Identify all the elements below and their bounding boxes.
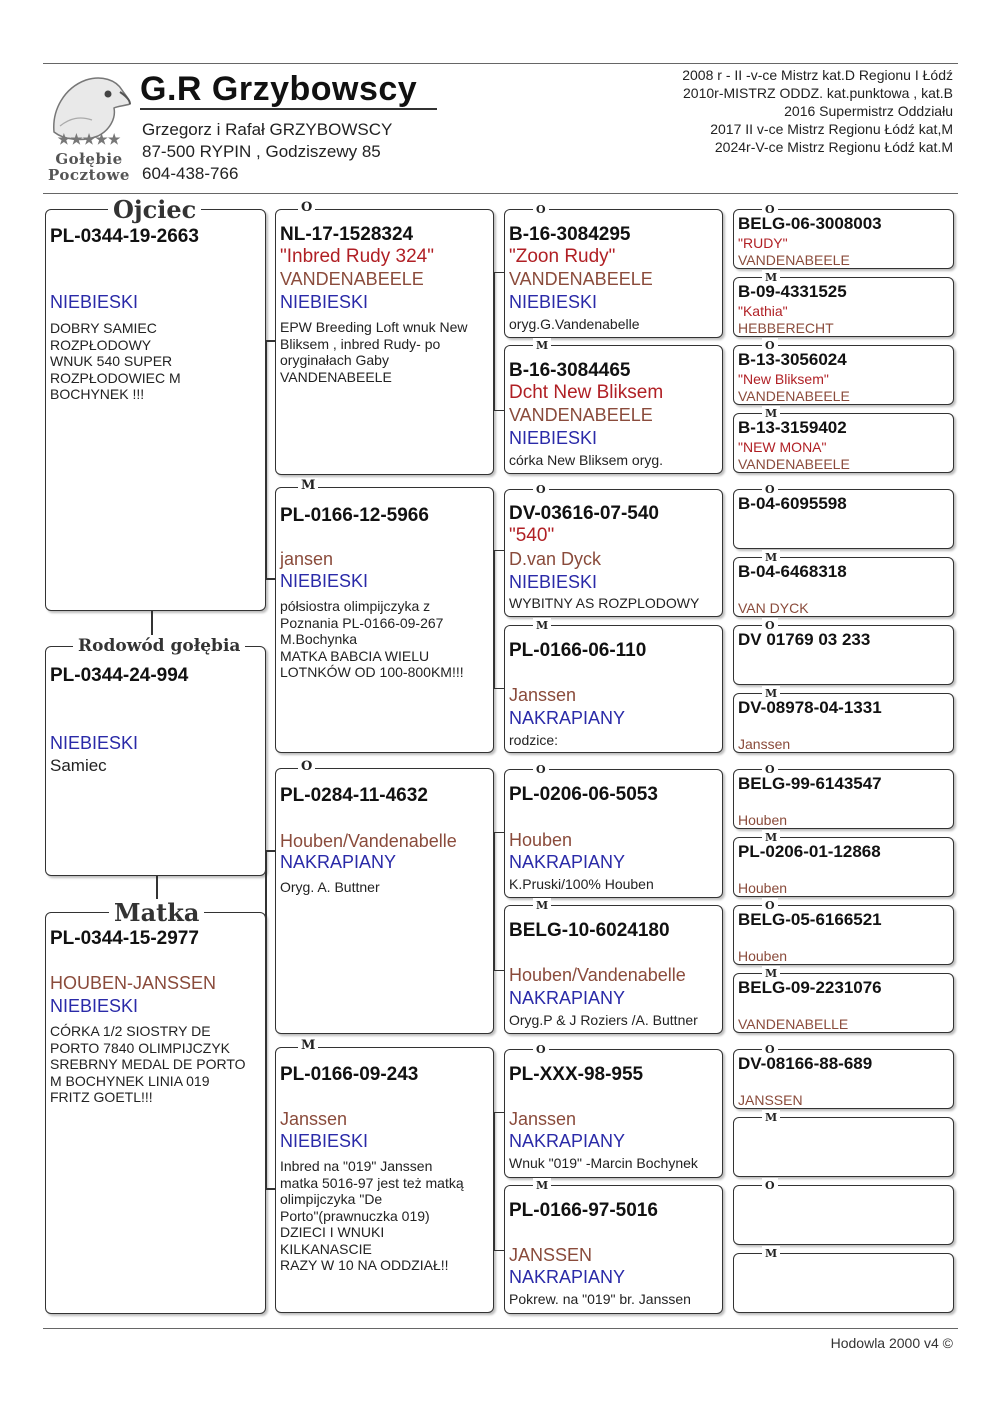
dam-label: M [762,1110,780,1126]
sire-label: O [533,762,549,778]
owner-name: Grzegorz i Rafał GRZYBOWSCY [142,120,393,139]
ring-number: B-13-3159402 [738,418,847,437]
ring-number: PL-XXX-98-955 [509,1064,644,1085]
connector [494,688,504,689]
ancestor-box[interactable] [733,687,954,753]
breeder: Janssen [280,1109,348,1129]
sire-label: O [762,338,778,354]
breeder: jansen [280,549,334,569]
ring-number: PL-0344-15-2977 [50,928,199,949]
breeder: VANDENABEELE [280,269,424,289]
dam-label: M [762,406,780,422]
connector [494,1112,495,1250]
ring-number: BELG-05-6166521 [738,910,882,929]
color: NIEBIESKI [509,428,598,448]
ancestor-box[interactable] [733,619,954,685]
connector [494,550,495,688]
ring-number: PL-0166-09-243 [280,1064,419,1085]
footer-software: Hodowla 2000 v4 © [830,1335,953,1351]
color: NAKRAPIANY [280,852,397,872]
connector [265,850,267,1190]
ancestor-box[interactable] [733,967,954,1033]
title-underline [140,108,437,110]
description: CÓRKA 1/2 SIOSTRY DE PORTO 7840 OLIMPIJCZYK SREBRNY MEDAL DE PORTO M BOCHYNEK LINIA 019 FRITZ GOETL!!! [50,1023,246,1105]
logo-text-2: Pocztowe [48,166,130,184]
sire-label: O [762,762,778,778]
connector [494,550,504,551]
color: NAKRAPIANY [509,708,626,728]
great-grandparent-box[interactable] [504,619,723,753]
great-grandparent-box[interactable] [504,483,723,617]
pigeon-name: "Zoon Rudy" [509,246,616,267]
dam-label: M [762,270,780,286]
ring-number: PL-0166-12-5966 [280,505,429,526]
connector [265,340,267,580]
description: K.Pruski/100% Houben [509,876,654,892]
dam-label: M [533,338,551,354]
logo-text-1: Gołębie [55,150,123,168]
ring-number: PL-0344-19-2663 [50,226,199,247]
breeder: HEBBERECHT [738,320,834,336]
grandparent-box[interactable] [275,478,494,753]
sire-label: O [762,482,778,498]
dam-label: M [762,686,780,702]
description: Wnuk "019" -Marcin Bochynek [509,1155,698,1171]
grandparent-box[interactable] [275,759,494,1034]
sire-label: O [762,898,778,914]
ancestor-box[interactable] [733,339,954,405]
breeder: Janssen [509,685,577,705]
connector [494,832,504,833]
sire-label: O [298,200,315,216]
color: NIEBIESKI [509,292,598,312]
pigeon-name: "NEW MONA" [738,439,827,455]
connector [265,578,275,580]
ring-number: BELG-10-6024180 [509,920,670,941]
ancestor-box[interactable] [733,483,954,549]
color: NIEBIESKI [50,733,139,753]
breeder: Houben/Vandenabelle [509,965,686,985]
breeder: Houben [738,880,788,896]
color: NAKRAPIANY [509,852,626,872]
connector [494,272,495,410]
owner-address: 87-500 RYPIN , Godziszewy 85 [142,142,381,161]
breeder: JANSSEN [509,1245,593,1265]
description: Inbred na "019" Janssen matka 5016-97 jest też matką olimpijczyka "De Porto"(prawnuczka 019) DZIECI I WNUKI KILKANASCIE RAZY W 10 NA ODDZIAŁ!! [280,1158,464,1273]
connector [494,970,504,971]
description: półsiostra olimpijczyka z Poznania PL-0166-09-267 M.Bochynka MATKA BABCIA WIELU LOTNKÓW OD 100-800KM!!! [280,598,464,680]
connector [151,610,153,636]
color: NAKRAPIANY [509,988,626,1008]
pigeon-name: "RUDY" [738,235,788,251]
page-title: G.R Grzybowscy [140,70,418,108]
mother-box[interactable] [45,898,266,1314]
breeder: JANSSEN [738,1092,803,1108]
ring-number: B-04-6468318 [738,562,847,581]
ancestor-box[interactable] [733,1111,954,1177]
great-grandparent-box[interactable] [504,899,723,1034]
achievement: 2010r-MISTRZ ODDZ. kat.punktowa , kat.B [683,85,953,101]
breeder: VANDENABEELE [738,252,850,268]
ring-number: DV 01769 03 233 [738,630,871,649]
ancestor-box[interactable] [733,271,954,337]
top-rule [43,63,958,64]
ring-number: DV-08978-04-1331 [738,698,882,717]
father-label: Ojciec [108,196,201,224]
color: NAKRAPIANY [509,1267,626,1287]
ancestor-box[interactable] [733,1247,954,1313]
ring-number: PL-0166-97-5016 [509,1200,658,1221]
achievement: 2024r-V-ce Mistrz Regionu Łódź kat.M [714,139,953,155]
ring-number: DV-03616-07-540 [509,503,659,524]
dam-label: M [762,966,780,982]
breeder: VANDENABEELE [509,405,653,425]
sire-label: O [762,618,778,634]
breeder: VANDENABEELE [509,269,653,289]
breeder: Houben [509,830,573,850]
ancestor-box[interactable] [733,899,954,965]
breeder: Houben/Vandenabelle [280,831,457,851]
great-grandparent-box[interactable] [504,203,723,338]
dam-label: M [762,1246,780,1262]
ancestor-box[interactable] [733,203,954,269]
ring-number: BELG-09-2231076 [738,978,882,997]
achievements [682,66,953,156]
logo-stars: ★★★★★ [57,132,121,148]
ancestor-box[interactable] [733,551,954,617]
description: Oryg.P & J Roziers /A. Buttner [509,1012,698,1028]
ring-number: B-16-3084465 [509,360,631,381]
grandparent-box[interactable] [275,1038,494,1313]
sire-label: O [762,202,778,218]
dam-label: M [762,550,780,566]
color: NIEBIESKI [50,996,139,1016]
ring-number: PL-0284-11-4632 [280,785,428,806]
connector [265,1188,275,1190]
grandparent-box[interactable] [275,200,494,475]
dam-label: M [533,618,551,634]
pigeon-name: Dcht New Bliksem [509,382,664,403]
logo [46,70,132,182]
ring-number: BELG-06-3008003 [738,214,882,233]
ring-number: PL-0166-06-110 [509,640,647,661]
achievement: 2017 II v-ce Mistrz Regionu Łódź kat,M [710,121,953,137]
pigeon-name: "540" [509,525,555,546]
ring-number: PL-0206-06-5053 [509,784,658,805]
pigeon-name: "Kathia" [738,303,788,319]
header-rule [43,193,958,194]
pigeon-name: "Inbred Rudy 324" [280,246,434,267]
achievement: 2016 Supermistrz Oddziału [784,103,953,119]
connector [494,272,504,273]
sire-label: O [762,1042,778,1058]
ancestor-box[interactable] [733,1179,954,1245]
breeder: Janssen [509,1109,577,1129]
description: DOBRY SAMIEC ROZPŁODOWY WNUK 540 SUPER ROZPŁODOWIEC M BOCHYNEK !!! [50,320,181,402]
pedigree-label: Rodowód gołębia [73,635,245,657]
ancestor-box[interactable] [733,831,954,897]
subject-box[interactable] [45,636,266,876]
owner-phone: 604-438-766 [142,164,239,183]
great-grandparent-box[interactable] [504,1179,723,1314]
ring-number: BELG-99-6143547 [738,774,882,793]
description: córka New Bliksem oryg. [509,452,664,468]
color: NIEBIESKI [50,292,139,312]
dam-label: M [298,1038,318,1054]
breeder: VAN DYCK [738,600,809,616]
ring-number: B-16-3084295 [509,224,631,245]
description: oryg.G.Vandenabelle [509,316,640,332]
breeder: D.van Dyck [509,549,602,569]
connector [494,832,495,970]
color: NIEBIESKI [280,1131,369,1151]
great-grandparent-box[interactable] [504,763,723,898]
ring-number: DV-08166-88-689 [738,1054,873,1073]
breeder: VANDENABEELE [738,456,850,472]
sex: Samiec [50,756,107,775]
pigeon-name: "New Bliksem" [738,371,829,387]
dam-label: M [762,830,780,846]
ring-number: PL-0344-24-994 [50,665,189,686]
footer-rule [43,1328,958,1329]
sire-label: O [762,1178,778,1194]
ancestor-box[interactable] [733,1043,954,1109]
achievement: 2008 r - II -v-ce Mistrz kat.D Regionu I Łódź [682,67,953,83]
description: rodzice: [509,732,559,748]
color: NIEBIESKI [509,572,598,592]
breeder: Janssen [738,736,791,752]
ancestor-box[interactable] [733,763,954,829]
sire-label: O [533,482,549,498]
dam-label: M [533,1178,551,1194]
mother-label: Matka [109,899,204,927]
sire-label: O [533,202,549,218]
connector [265,340,275,342]
connector [265,850,275,852]
color: NIEBIESKI [280,292,369,312]
connector [494,410,504,411]
father-box[interactable] [45,195,266,611]
description: Oryg. A. Buttner [280,879,380,895]
breeder: VANDENABELLE [738,1016,849,1032]
ring-number: B-09-4331525 [738,282,847,301]
ring-number: PL-0206-01-12868 [738,842,881,861]
dam-label: M [298,478,318,494]
breeder: Houben [738,948,788,964]
ring-number: B-04-6095598 [738,494,847,513]
color: NIEBIESKI [280,571,369,591]
breeder: VANDENABEELE [738,388,850,404]
description: WYBITNY AS ROZPLODOWY [509,595,700,611]
color: NAKRAPIANY [509,1131,626,1151]
ring-number: NL-17-1528324 [280,224,414,245]
breeder: HOUBEN-JANSSEN [50,973,217,993]
sire-label: O [533,1042,549,1058]
description: EPW Breeding Loft wnuk New Bliksem , inbred Rudy- po oryginałach Gaby VANDENABEELE [280,319,468,385]
dam-label: M [533,898,551,914]
sire-label: O [298,759,315,775]
ring-number: B-13-3056024 [738,350,847,369]
breeder: Houben [738,812,788,828]
ancestor-box[interactable] [733,407,954,473]
connector [494,1112,504,1113]
great-grandparent-box[interactable] [504,339,723,474]
connector [494,1250,504,1251]
great-grandparent-box[interactable] [504,1043,723,1178]
description: Pokrew. na "019" br. Janssen [509,1291,691,1307]
